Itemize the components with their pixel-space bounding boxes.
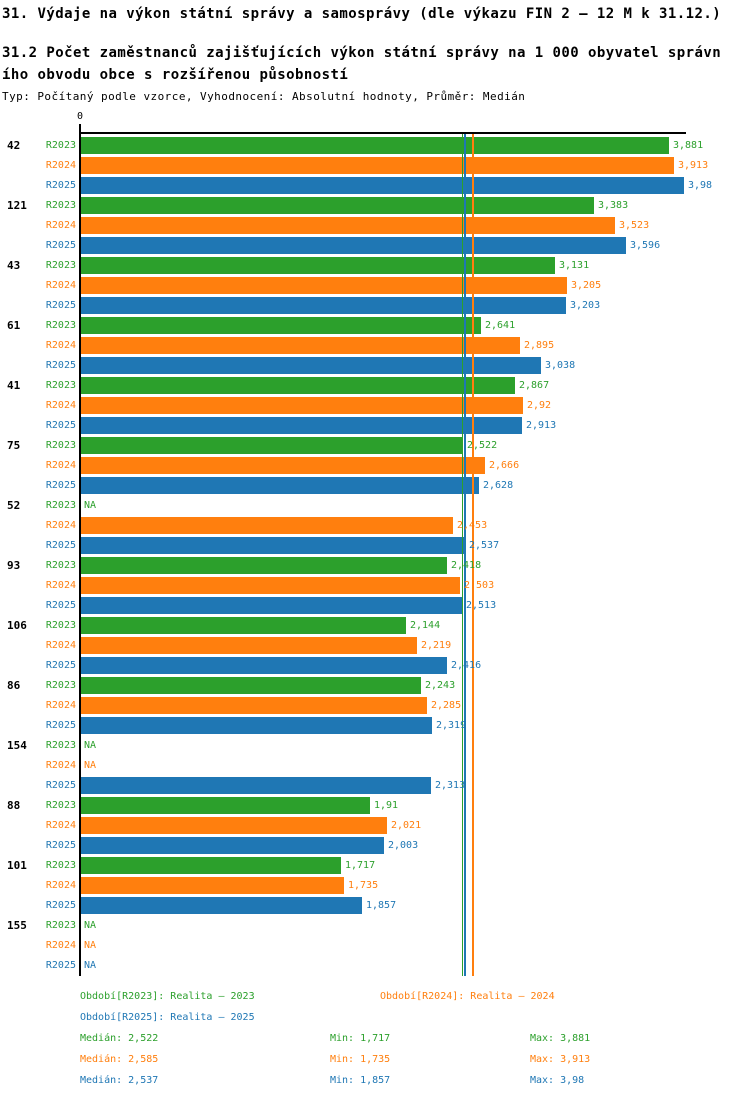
- series-label: R2025: [45, 180, 76, 191]
- bar-row: [0, 276, 750, 296]
- bar: [81, 217, 615, 234]
- bar: [81, 657, 447, 674]
- bar: [81, 817, 387, 834]
- bar-value-label: 2,003: [388, 840, 419, 851]
- category-label: 86: [7, 679, 21, 692]
- bar-row: [0, 616, 750, 636]
- bar: [81, 717, 432, 734]
- bar-value-label: 2,867: [519, 380, 550, 391]
- category-label: 88: [7, 799, 21, 812]
- na-label: NA: [84, 920, 97, 931]
- series-label: R2023: [45, 500, 76, 511]
- bar-row: [0, 676, 750, 696]
- stat-min-r2025: Min: 1,857: [330, 1075, 391, 1086]
- bar: [81, 257, 555, 274]
- series-label: R2024: [45, 280, 76, 291]
- bar-group: [0, 916, 750, 976]
- bar: [81, 457, 485, 474]
- category-label: 41: [7, 379, 21, 392]
- bar-value-label: 3,131: [559, 260, 590, 271]
- series-label: R2023: [45, 560, 76, 571]
- bar: [81, 557, 447, 574]
- bar-group: [0, 256, 750, 316]
- series-label: R2023: [45, 440, 76, 451]
- series-label: R2023: [45, 380, 76, 391]
- series-label: R2023: [45, 200, 76, 211]
- bar-row: [0, 896, 750, 916]
- bar-row: [0, 396, 750, 416]
- series-label: R2024: [45, 940, 76, 951]
- bar-row: [0, 696, 750, 716]
- bar: [81, 237, 626, 254]
- bar-value-label: 2,416: [451, 660, 482, 671]
- bar-row: [0, 336, 750, 356]
- series-label: R2023: [45, 680, 76, 691]
- bar-row: [0, 456, 750, 476]
- bar-row: [0, 876, 750, 896]
- bar-value-label: 3,913: [678, 160, 709, 171]
- bar: [81, 437, 463, 454]
- bar-row: [0, 736, 750, 756]
- series-label: R2024: [45, 760, 76, 771]
- bar-row: [0, 716, 750, 736]
- series-label: R2023: [45, 320, 76, 331]
- bar: [81, 277, 567, 294]
- bar-value-label: 3,596: [630, 240, 661, 251]
- bar-group: [0, 556, 750, 616]
- bar-row: [0, 356, 750, 376]
- series-label: R2023: [45, 620, 76, 631]
- bar-group: [0, 136, 750, 196]
- bar-value-label: 2,522: [467, 440, 498, 451]
- series-label: R2023: [45, 800, 76, 811]
- bar-group: [0, 616, 750, 676]
- stat-median-r2025: Medián: 2,537: [80, 1075, 159, 1086]
- bar-row: [0, 596, 750, 616]
- bar-value-label: 2,503: [464, 580, 495, 591]
- bar: [81, 797, 370, 814]
- category-label: 106: [7, 619, 27, 632]
- x-axis-line: [80, 132, 686, 134]
- bar: [81, 697, 427, 714]
- series-label: R2023: [45, 740, 76, 751]
- bar-group: [0, 196, 750, 256]
- bar: [81, 677, 421, 694]
- bar-row: [0, 256, 750, 276]
- bar-row: [0, 636, 750, 656]
- bar-group: [0, 736, 750, 796]
- bar-value-label: 3,038: [545, 360, 576, 371]
- bar-value-label: 3,203: [570, 300, 601, 311]
- category-label: 61: [7, 319, 21, 332]
- bar-row: [0, 956, 750, 976]
- bar-value-label: 2,453: [457, 520, 488, 531]
- bar-row: [0, 216, 750, 236]
- legend-item-r2025: Období[R2025]: Realita – 2025: [80, 1012, 255, 1023]
- bar-row: [0, 236, 750, 256]
- series-label: R2024: [45, 820, 76, 831]
- stat-max-r2024: Max: 3,913: [530, 1054, 591, 1065]
- bar-value-label: 2,144: [410, 620, 441, 631]
- na-label: NA: [84, 500, 97, 511]
- series-label: R2024: [45, 220, 76, 231]
- bar-value-label: 2,021: [391, 820, 422, 831]
- stat-min-r2024: Min: 1,735: [330, 1054, 391, 1065]
- bar-value-label: 2,219: [421, 640, 452, 651]
- bar-value-label: 2,513: [466, 600, 497, 611]
- series-label: R2023: [45, 140, 76, 151]
- bar-row: [0, 436, 750, 456]
- bar-group: [0, 676, 750, 736]
- category-label: 43: [7, 259, 21, 272]
- bar: [81, 877, 344, 894]
- bar: [81, 297, 566, 314]
- series-label: R2024: [45, 520, 76, 531]
- bar-value-label: 1,857: [366, 900, 397, 911]
- bar-value-label: 2,628: [483, 480, 514, 491]
- series-label: R2025: [45, 900, 76, 911]
- na-label: NA: [84, 760, 97, 771]
- na-label: NA: [84, 940, 97, 951]
- bar-row: [0, 516, 750, 536]
- bar-value-label: 2,913: [526, 420, 557, 431]
- series-label: R2024: [45, 160, 76, 171]
- bar-value-label: 2,92: [527, 400, 552, 411]
- stat-max-r2025: Max: 3,98: [530, 1075, 585, 1086]
- series-label: R2024: [45, 700, 76, 711]
- series-label: R2025: [45, 480, 76, 491]
- bar-value-label: 3,523: [619, 220, 650, 231]
- bar: [81, 897, 362, 914]
- bar-value-label: 3,881: [673, 140, 704, 151]
- series-label: R2024: [45, 580, 76, 591]
- bar-row: [0, 296, 750, 316]
- report-title: 31. Výdaje na výkon státní správy a samosprávy (dle výkazu FIN 2 — 12 M k 31.12.): [2, 6, 722, 22]
- bar: [81, 157, 674, 174]
- bar-group: [0, 796, 750, 856]
- series-label: R2024: [45, 340, 76, 351]
- bar: [81, 397, 523, 414]
- series-label: R2024: [45, 400, 76, 411]
- series-label: R2025: [45, 780, 76, 791]
- bar-row: [0, 476, 750, 496]
- category-label: 154: [7, 739, 27, 752]
- bar-row: [0, 796, 750, 816]
- na-label: NA: [84, 960, 97, 971]
- legend-item-r2023: Období[R2023]: Realita – 2023: [80, 991, 255, 1002]
- series-label: R2025: [45, 840, 76, 851]
- y-axis-line: [79, 124, 81, 976]
- bar-row: [0, 856, 750, 876]
- series-label: R2023: [45, 260, 76, 271]
- bar-row: [0, 176, 750, 196]
- series-label: R2025: [45, 660, 76, 671]
- bar-group: [0, 856, 750, 916]
- bar: [81, 137, 669, 154]
- bar: [81, 177, 684, 194]
- series-label: R2025: [45, 720, 76, 731]
- bar-value-label: 2,285: [431, 700, 462, 711]
- stat-median-r2024: Medián: 2,585: [80, 1054, 159, 1065]
- bar-row: [0, 836, 750, 856]
- bar-row: [0, 936, 750, 956]
- bar-row: [0, 576, 750, 596]
- indicator-title: 31.2 Počet zaměstnanců zajišťujících výkon státní správy na 1 000 obyvatel správního obvodu obce s rozšířenou působností: [2, 45, 722, 83]
- bar-row: [0, 376, 750, 396]
- bar: [81, 617, 406, 634]
- median-line-r2023: [462, 134, 463, 976]
- bar: [81, 417, 522, 434]
- bar-row: [0, 136, 750, 156]
- bar-row: [0, 776, 750, 796]
- bar-value-label: 2,895: [524, 340, 555, 351]
- series-label: R2025: [45, 600, 76, 611]
- bar-value-label: 2,666: [489, 460, 520, 471]
- legend-item-r2024: Období[R2024]: Realita – 2024: [380, 991, 555, 1002]
- series-label: R2023: [45, 920, 76, 931]
- x-axis-zero-tick-label: 0: [76, 111, 84, 122]
- bar-row: [0, 536, 750, 556]
- bar: [81, 597, 462, 614]
- category-label: 121: [7, 199, 27, 212]
- bar: [81, 777, 431, 794]
- category-label: 75: [7, 439, 21, 452]
- category-label: 101: [7, 859, 27, 872]
- bar: [81, 337, 520, 354]
- stat-min-r2023: Min: 1,717: [330, 1033, 391, 1044]
- bar-value-label: 2,313: [435, 780, 466, 791]
- bar-value-label: 2,418: [451, 560, 482, 571]
- bar-value-label: 3,98: [688, 180, 713, 191]
- bar: [81, 637, 417, 654]
- bar-value-label: 2,243: [425, 680, 456, 691]
- bar: [81, 197, 594, 214]
- bar-group: [0, 376, 750, 436]
- bar-value-label: 1,735: [348, 880, 379, 891]
- category-label: 93: [7, 559, 21, 572]
- bar-row: [0, 196, 750, 216]
- series-label: R2025: [45, 540, 76, 551]
- bar-group: [0, 436, 750, 496]
- bar-value-label: 3,383: [598, 200, 629, 211]
- bar: [81, 837, 384, 854]
- bar-row: [0, 416, 750, 436]
- bar: [81, 517, 453, 534]
- bar: [81, 317, 481, 334]
- bar-row: [0, 916, 750, 936]
- indicator-meta: Typ: Počítaný podle vzorce, Vyhodnocení: Absolutní hodnoty, Průměr: Medián: [2, 90, 526, 103]
- bar-value-label: 2,319: [436, 720, 467, 731]
- category-label: 42: [7, 139, 21, 152]
- bar: [81, 377, 515, 394]
- bar-value-label: 1,717: [345, 860, 376, 871]
- category-label: 52: [7, 499, 21, 512]
- bar-value-label: 2,537: [469, 540, 500, 551]
- series-label: R2025: [45, 360, 76, 371]
- bar-value-label: 1,91: [374, 800, 399, 811]
- bar-row: [0, 316, 750, 336]
- median-line-r2025: [464, 134, 466, 976]
- series-label: R2023: [45, 860, 76, 871]
- bar-group: [0, 496, 750, 556]
- series-label: R2024: [45, 640, 76, 651]
- bar-row: [0, 156, 750, 176]
- bar-group: [0, 316, 750, 376]
- series-label: R2025: [45, 240, 76, 251]
- bar-row: [0, 496, 750, 516]
- bar-value-label: 3,205: [571, 280, 602, 291]
- bar-row: [0, 556, 750, 576]
- na-label: NA: [84, 740, 97, 751]
- series-label: R2025: [45, 960, 76, 971]
- bar-row: [0, 816, 750, 836]
- bar-row: [0, 756, 750, 776]
- bar-row: [0, 656, 750, 676]
- series-label: R2024: [45, 460, 76, 471]
- series-label: R2025: [45, 420, 76, 431]
- bar: [81, 537, 465, 554]
- series-label: R2024: [45, 880, 76, 891]
- bar-value-label: 2,641: [485, 320, 516, 331]
- median-line-r2024: [472, 134, 474, 976]
- series-label: R2025: [45, 300, 76, 311]
- category-label: 155: [7, 919, 27, 932]
- bar: [81, 857, 341, 874]
- bar: [81, 477, 479, 494]
- stat-median-r2023: Medián: 2,522: [80, 1033, 159, 1044]
- bar: [81, 577, 460, 594]
- stat-max-r2023: Max: 3,881: [530, 1033, 591, 1044]
